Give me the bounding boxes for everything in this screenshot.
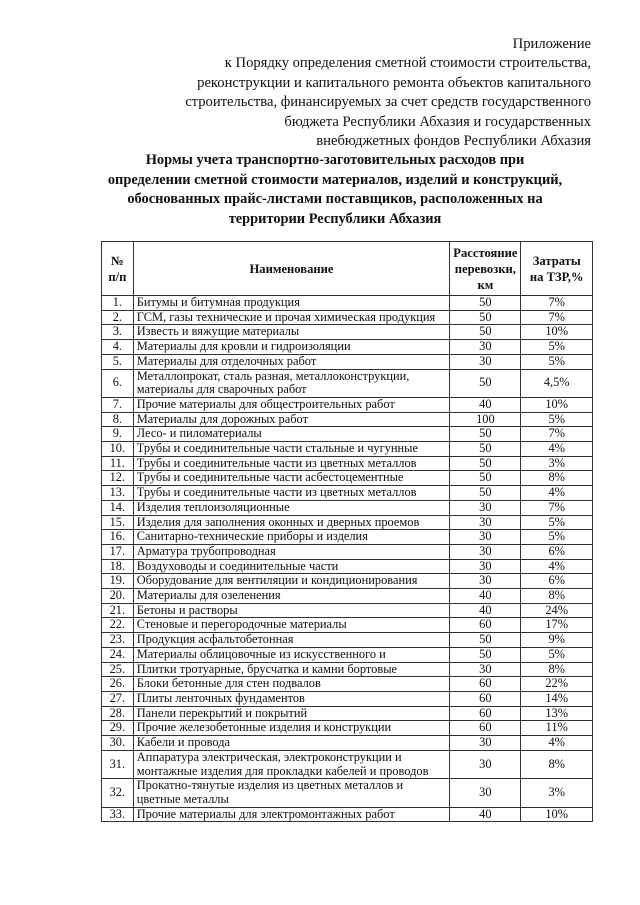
row-cost: 17% — [521, 618, 593, 633]
row-cost: 5% — [521, 530, 593, 545]
table-row — [102, 618, 593, 633]
row-name: Трубы и соединительные части асбестоцементные — [133, 471, 450, 486]
row-cost: 22% — [521, 677, 593, 692]
table-row — [102, 369, 593, 397]
row-number: 15. — [102, 515, 134, 530]
row-name: Материалы облицовочные из искусственного и — [133, 647, 450, 662]
row-name: Продукция асфальтобетонная — [133, 633, 450, 648]
table-row — [102, 412, 593, 427]
row-cost: 5% — [521, 340, 593, 355]
row-name: Лесо- и пиломатериалы — [133, 427, 450, 442]
row-distance: 50 — [450, 456, 521, 471]
row-name: Прокатно-тянутые изделия из цветных металлов и цветные металлы — [133, 779, 450, 807]
row-cost: 10% — [521, 325, 593, 340]
row-distance: 30 — [450, 559, 521, 574]
table-row — [102, 471, 593, 486]
table-row — [102, 427, 593, 442]
row-distance: 30 — [450, 340, 521, 355]
table-body — [102, 296, 593, 822]
appendix-line: бюджета Республики Абхазия и государственных — [284, 113, 591, 130]
table-row — [102, 807, 593, 822]
row-name: Прочие материалы для электромонтажных работ — [133, 807, 450, 822]
row-number: 29. — [102, 721, 134, 736]
row-name: Блоки бетонные для стен подвалов — [133, 677, 450, 692]
row-number: 32. — [102, 779, 134, 807]
row-number: 6. — [102, 369, 134, 397]
table-row — [102, 677, 593, 692]
appendix-reference — [121, 35, 591, 151]
row-distance: 30 — [450, 515, 521, 530]
row-cost: 10% — [521, 397, 593, 412]
table-row — [102, 442, 593, 457]
row-cost: 4% — [521, 442, 593, 457]
table-row — [102, 603, 593, 618]
row-cost: 7% — [521, 500, 593, 515]
row-distance: 40 — [450, 603, 521, 618]
row-cost: 8% — [521, 471, 593, 486]
header-cost: Затраты на ТЗР,% — [521, 242, 593, 296]
row-cost: 9% — [521, 633, 593, 648]
row-cost: 24% — [521, 603, 593, 618]
row-cost: 3% — [521, 456, 593, 471]
row-number: 25. — [102, 662, 134, 677]
row-number: 33. — [102, 807, 134, 822]
row-distance: 30 — [450, 354, 521, 369]
row-name: Трубы и соединительные части из цветных металлов — [133, 456, 450, 471]
row-cost: 6% — [521, 574, 593, 589]
row-distance: 30 — [450, 544, 521, 559]
table-row — [102, 559, 593, 574]
row-name: Плиты ленточных фундаментов — [133, 691, 450, 706]
row-name: ГСМ, газы технические и прочая химическая продукция — [133, 310, 450, 325]
row-cost: 4% — [521, 736, 593, 751]
row-number: 23. — [102, 633, 134, 648]
row-name: Санитарно-технические приборы и изделия — [133, 530, 450, 545]
row-name: Бетоны и растворы — [133, 603, 450, 618]
row-cost: 5% — [521, 647, 593, 662]
row-distance: 50 — [450, 369, 521, 397]
row-distance: 50 — [450, 486, 521, 501]
row-name: Прочие железобетонные изделия и конструкции — [133, 721, 450, 736]
row-distance: 50 — [450, 296, 521, 311]
row-cost: 13% — [521, 706, 593, 721]
table-row — [102, 397, 593, 412]
document-title — [96, 151, 574, 229]
table-row — [102, 721, 593, 736]
table-row — [102, 589, 593, 604]
row-number: 4. — [102, 340, 134, 355]
table-row — [102, 662, 593, 677]
table-row — [102, 736, 593, 751]
row-name: Материалы для дорожных работ — [133, 412, 450, 427]
row-number: 18. — [102, 559, 134, 574]
row-name: Прочие материалы для общестроительных работ — [133, 397, 450, 412]
row-number: 12. — [102, 471, 134, 486]
header-name: Наименование — [133, 242, 450, 296]
row-name: Материалы для кровли и гидроизоляции — [133, 340, 450, 355]
row-distance: 40 — [450, 807, 521, 822]
header-distance: Расстояние перевозки, км — [450, 242, 521, 296]
row-number: 8. — [102, 412, 134, 427]
appendix-line: внебюджетных фондов Республики Абхазия — [316, 133, 591, 150]
row-distance: 60 — [450, 721, 521, 736]
row-cost: 11% — [521, 721, 593, 736]
table-row — [102, 530, 593, 545]
row-number: 30. — [102, 736, 134, 751]
row-number: 11. — [102, 456, 134, 471]
row-name: Материалы для озеленения — [133, 589, 450, 604]
row-name: Аппаратура электрическая, электроконструкции и монтажные изделия для прокладки кабелей и проводов — [133, 750, 450, 778]
row-distance: 30 — [450, 530, 521, 545]
row-distance: 30 — [450, 750, 521, 778]
title-line: Нормы учета транспортно-заготовительных расходов при — [145, 152, 525, 168]
appendix-line: строительства, финансируемых за счет средств государственного — [185, 94, 591, 111]
row-number: 13. — [102, 486, 134, 501]
row-number: 28. — [102, 706, 134, 721]
row-number: 3. — [102, 325, 134, 340]
row-number: 24. — [102, 647, 134, 662]
row-cost: 4,5% — [521, 369, 593, 397]
table-row — [102, 310, 593, 325]
header-num: № п/п — [102, 242, 134, 296]
row-number: 19. — [102, 574, 134, 589]
row-name: Известь и вяжущие материалы — [133, 325, 450, 340]
row-cost: 5% — [521, 354, 593, 369]
row-distance: 100 — [450, 412, 521, 427]
appendix-line: реконструкции и капитального ремонта объектов капитального — [197, 74, 591, 91]
table-row — [102, 486, 593, 501]
row-number: 7. — [102, 397, 134, 412]
table-row — [102, 325, 593, 340]
table-row — [102, 500, 593, 515]
row-name: Стеновые и перегородочные материалы — [133, 618, 450, 633]
table-row — [102, 340, 593, 355]
row-distance: 30 — [450, 574, 521, 589]
row-number: 17. — [102, 544, 134, 559]
row-number: 9. — [102, 427, 134, 442]
row-name: Металлопрокат, сталь разная, металлоконструкции, материалы для сварочных работ — [133, 369, 450, 397]
title-line: обоснованных прайс-листами поставщиков, расположенных на — [127, 191, 543, 208]
row-number: 27. — [102, 691, 134, 706]
title-line: определении сметной стоимости материалов, изделий и конструкций, — [107, 171, 563, 188]
row-distance: 60 — [450, 677, 521, 692]
row-name: Кабели и провода — [133, 736, 450, 751]
table-row — [102, 691, 593, 706]
appendix-line: Приложение — [512, 36, 591, 52]
table-row — [102, 647, 593, 662]
row-distance: 30 — [450, 736, 521, 751]
row-number: 20. — [102, 589, 134, 604]
table-row — [102, 544, 593, 559]
row-number: 10. — [102, 442, 134, 457]
row-distance: 50 — [450, 471, 521, 486]
table-row — [102, 296, 593, 311]
row-name: Битумы и битумная продукция — [133, 296, 450, 311]
row-cost: 10% — [521, 807, 593, 822]
table-row — [102, 574, 593, 589]
title-line: территории Республики Абхазия — [228, 210, 442, 227]
row-distance: 40 — [450, 589, 521, 604]
row-distance: 60 — [450, 691, 521, 706]
row-name: Плитки тротуарные, брусчатка и камни бортовые — [133, 662, 450, 677]
row-name: Воздуховоды и соединительные части — [133, 559, 450, 574]
row-number: 26. — [102, 677, 134, 692]
row-cost: 5% — [521, 515, 593, 530]
row-distance: 40 — [450, 397, 521, 412]
row-number: 22. — [102, 618, 134, 633]
row-number: 31. — [102, 750, 134, 778]
row-number: 21. — [102, 603, 134, 618]
row-cost: 7% — [521, 310, 593, 325]
row-number: 5. — [102, 354, 134, 369]
table-row — [102, 750, 593, 778]
row-cost: 4% — [521, 486, 593, 501]
row-distance: 50 — [450, 427, 521, 442]
row-name: Оборудование для вентиляции и кондиционирования — [133, 574, 450, 589]
table-row — [102, 633, 593, 648]
row-name: Трубы и соединительные части из цветных металлов — [133, 486, 450, 501]
row-number: 1. — [102, 296, 134, 311]
row-name: Материалы для отделочных работ — [133, 354, 450, 369]
row-distance: 60 — [450, 706, 521, 721]
tzr-norms-table — [101, 241, 593, 822]
row-cost: 3% — [521, 779, 593, 807]
row-name: Изделия теплоизоляционные — [133, 500, 450, 515]
table-header-row — [102, 242, 593, 296]
row-name: Панели перекрытий и покрытий — [133, 706, 450, 721]
table-row — [102, 456, 593, 471]
row-number: 16. — [102, 530, 134, 545]
table-row — [102, 779, 593, 807]
row-name: Трубы и соединительные части стальные и чугунные — [133, 442, 450, 457]
row-name: Изделия для заполнения оконных и дверных проемов — [133, 515, 450, 530]
appendix-line: к Порядку определения сметной стоимости строительства, — [224, 55, 591, 72]
row-cost: 7% — [521, 296, 593, 311]
row-distance: 50 — [450, 310, 521, 325]
row-distance: 30 — [450, 500, 521, 515]
row-distance: 50 — [450, 633, 521, 648]
row-name: Арматура трубопроводная — [133, 544, 450, 559]
row-distance: 30 — [450, 662, 521, 677]
row-cost: 7% — [521, 427, 593, 442]
row-distance: 30 — [450, 779, 521, 807]
table-row — [102, 354, 593, 369]
row-distance: 50 — [450, 325, 521, 340]
row-cost: 5% — [521, 412, 593, 427]
row-cost: 6% — [521, 544, 593, 559]
row-distance: 50 — [450, 442, 521, 457]
row-number: 14. — [102, 500, 134, 515]
row-cost: 8% — [521, 662, 593, 677]
row-cost: 4% — [521, 559, 593, 574]
row-number: 2. — [102, 310, 134, 325]
row-cost: 8% — [521, 750, 593, 778]
row-cost: 8% — [521, 589, 593, 604]
table-row — [102, 706, 593, 721]
row-distance: 50 — [450, 647, 521, 662]
table-row — [102, 515, 593, 530]
row-distance: 60 — [450, 618, 521, 633]
row-cost: 14% — [521, 691, 593, 706]
